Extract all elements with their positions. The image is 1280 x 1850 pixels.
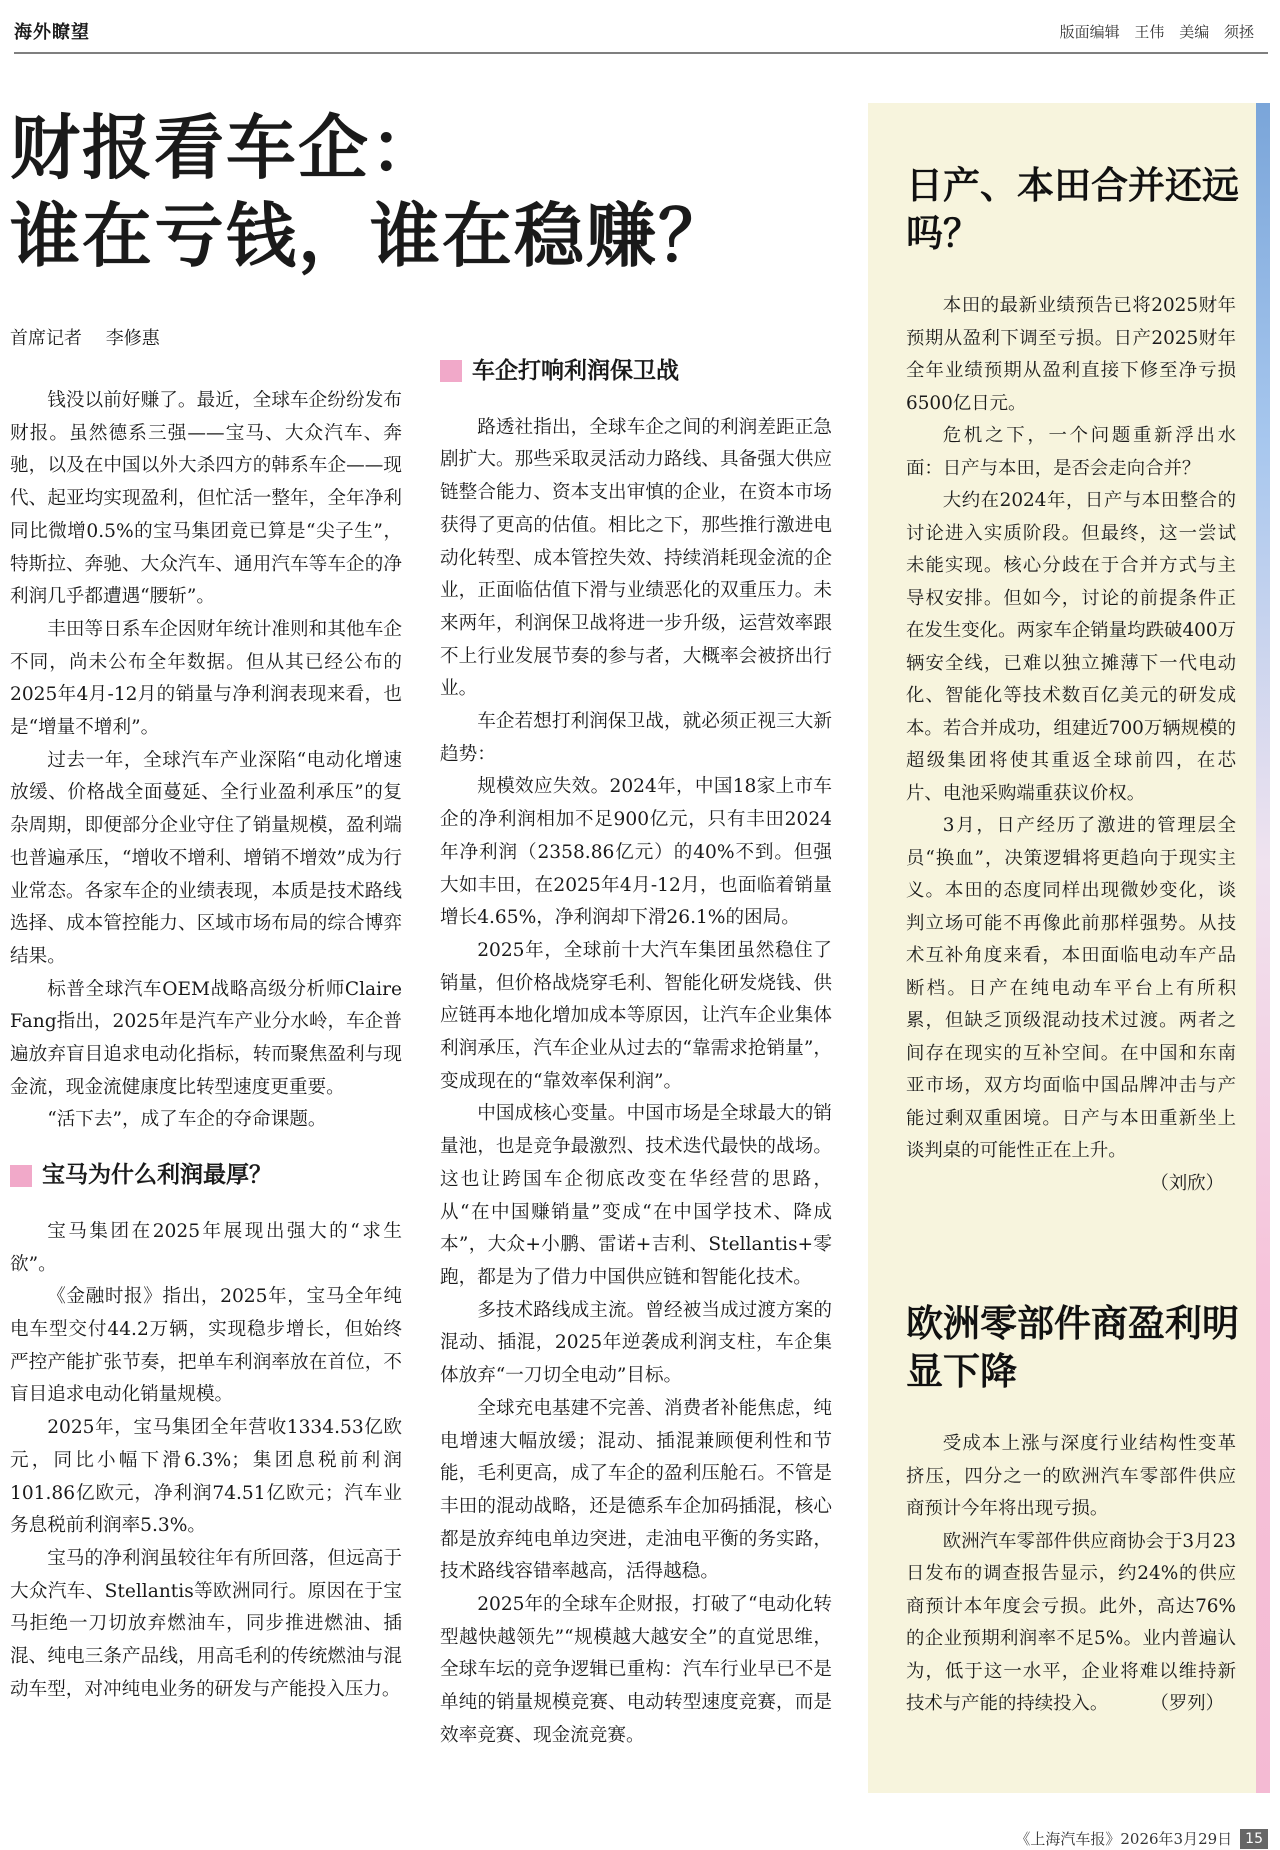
- footer-source: 《上海汽车报》2026年3月29日: [1015, 1830, 1233, 1848]
- page-number: 15: [1240, 1829, 1268, 1849]
- page-footer: [1015, 1828, 1268, 1849]
- subheading-text: 宝马为什么利润最厚？: [42, 1162, 272, 1189]
- paragraph: 2025年，全球前十大汽车集团虽然稳住了销量，但价格战烧穿毛利、智能化研发烧钱、供应链再本地化增加成本等原因，让汽车企业集体利润承压，汽车企业从过去的“靠需求抢销量”，变成现在的“靠效率保利润”。: [440, 939, 832, 1092]
- section-name: 海外瞭望: [14, 22, 90, 43]
- paragraph: 钱没以前好赚了。最近，全球车企纷纷发布财报。虽然德系三强——宝马、大众汽车、奔驰，以及在中国以外大杀四方的韩系车企——现代、起亚均实现盈利，但忙活一整年，全年净利同比微增0.5%的宝马集团竟已算是“尖子生”，特斯拉、奔驰、大众汽车、通用汽车等车企的净利润几乎都遭遇“腰斩”。: [10, 390, 402, 608]
- sidebar-1-body: [906, 290, 1236, 1200]
- paragraph: 中国成核心变量。中国市场是全球最大的销量池，也是竞争最激烈、技术迭代最快的战场。这也让跨国车企彻底改变在华经营的思路，从“在中国赚销量”变成“在中国学技术、降成本”，大众+小鹏、雷诺+吉利、Stellantis+零跑，都是为了借力中国供应链和智能化技术。: [440, 1103, 832, 1288]
- credit-name-designer: 须拯: [1223, 23, 1254, 41]
- sidebar-1-author: （刘欣）: [1150, 1172, 1224, 1194]
- page-header: [14, 14, 1268, 54]
- paragraph: “活下去”，成了车企的夺命课题。: [47, 1109, 327, 1131]
- byline-role: 首席记者: [10, 328, 82, 349]
- sidebar-1-title: 日产、本田合并还远吗？: [906, 164, 1239, 255]
- subheading-profit-defense: [440, 355, 832, 388]
- editor-credits: [1050, 21, 1254, 42]
- byline-name: 李修惠: [105, 328, 160, 349]
- paragraph: 多技术路线成主流。曾经被当成过渡方案的混动、插混，2025年逆袭成利润支柱，车企集体放弃“一刀切全电动”目标。: [440, 1299, 832, 1387]
- headline-line-1: 财报看车企：: [10, 107, 442, 189]
- paragraph-text: 欧洲汽车零部件供应商协会于3月23日发布的调查报告显示，约24%的供应商预计本年度会亏损。此外，高达76%的企业预期利润率不足5%。业内普遍认为，低于这一水平，企业将难以维持新技术与产能的持续投入。: [906, 1530, 1236, 1714]
- sidebar-2-title: 欧洲零部件商盈利明显下降: [906, 1302, 1239, 1393]
- sidebar-2-body: [906, 1428, 1236, 1721]
- paragraph: 危机之下，一个问题重新浮出水面：日产与本田，是否会走向合并？: [906, 425, 1236, 479]
- sidebar-gradient-stripe: [1256, 103, 1270, 1793]
- credit-label-designer: 美编: [1179, 23, 1210, 41]
- subheading-text: 车企打响利润保卫战: [472, 358, 679, 384]
- paragraph: 2025年，宝马集团全年营收1334.53亿欧元，同比小幅下滑6.3%；集团息税前利润101.86亿欧元，净利润74.51亿欧元；汽车业务息税前利润率5.3%。: [10, 1417, 402, 1537]
- paragraph: 宝马的净利润虽较往年有所回落，但远高于大众汽车、Stellantis等欧洲同行。原因在于宝马拒绝一刀切放弃燃油车，同步推进燃油、插混、纯电三条产品线，用高毛利的传统燃油与混动车型，对冲纯电业务的研发与产能投入压力。: [10, 1547, 402, 1700]
- credit-label-editor: 版面编辑: [1059, 23, 1120, 41]
- paragraph: 规模效应失效。2024年，中国18家上市车企的净利润相加不足900亿元，只有丰田2024年净利润（2358.86亿元）的40%不到。但强大如丰田，在2025年4月-12月，也面临着销量增长4.65%，净利润却下滑26.1%的困局。: [440, 776, 832, 929]
- article-column-1: [10, 385, 402, 1706]
- paragraph-text: 3月，日产经历了激进的管理层全员“换血”，决策逻辑将更趋向于现实主义。本田的态度同样出现微妙变化，谈判立场可能不再像此前那样强势。从技术互补角度来看，本田面临电动车产品断档。日产在纯电动车平台上有所积累，但缺乏顶级混动技术过渡。两者之间存在现实的互补空间。在中国和东南亚市场，双方均面临中国品牌冲击与产能过剩双重困境。日产与本田重新坐上谈判桌的可能性正在上升。: [906, 815, 1236, 1161]
- paragraph: 丰田等日系车企因财年统计准则和其他车企不同，尚未公布全年数据。但从其已经公布的2025年4月-12月的销量与净利润表现来看，也是“增量不增利”。: [10, 618, 402, 739]
- paragraph: 过去一年，全球汽车产业深陷“电动化增速放缓、价格战全面蔓延、全行业盈利承压”的复杂周期，即便部分企业守住了销量规模，盈利端也普遍承压，“增收不增利、增销不增效”成为行业常态。各家车企的业绩表现，本质是技术路线选择、成本管控能力、区域市场布局的综合博弈结果。: [10, 749, 402, 967]
- pink-square-icon: [440, 360, 462, 382]
- subheading-bmw: [10, 1159, 402, 1192]
- paragraph: 宝马集团在2025年展现出强大的“求生欲”。: [10, 1220, 402, 1275]
- byline: [10, 324, 178, 350]
- headline-line-2: 谁在亏钱，谁在稳赚？: [10, 195, 730, 277]
- paragraph: 车企若想打利润保卫战，就必须正视三大新趋势：: [440, 711, 832, 765]
- paragraph: [906, 1526, 1236, 1721]
- main-headline: [10, 104, 870, 280]
- paragraph: 本田的最新业绩预告已将2025财年预期从盈利下调至亏损。日产2025财年全年业绩预期从盈利直接下修至净亏损6500亿日元。: [906, 295, 1236, 414]
- credit-name-editor: 王伟: [1134, 23, 1165, 41]
- sidebar-2-author: （罗列）: [1150, 1693, 1224, 1714]
- paragraph: 《金融时报》指出，2025年，宝马全年纯电车型交付44.2万辆，实现稳步增长，但始终严控产能扩张节奏，把单车利润率放在首位，不盲目追求电动化销量规模。: [10, 1286, 402, 1406]
- paragraph: [906, 810, 1236, 1194]
- paragraph: 全球充电基建不完善、消费者补能焦虑，纯电增速大幅放缓；混动、插混兼顾便利性和节能，毛利更高，成了车企的盈利压舱石。不管是丰田的混动战略，还是德系车企加码插混，核心都是放弃纯电单边突进，走油电平衡的务实路，技术路线容错率越高，活得越稳。: [440, 1397, 832, 1583]
- paragraph: 标普全球汽车OEM战略高级分析师Claire Fang指出，2025年是汽车产业分水岭，车企普遍放弃盲目追求电动化指标，转而聚焦盈利与现金流，现金流健康度比转型速度更重要。: [10, 978, 402, 1098]
- paragraph: 大约在2024年，日产与本田整合的讨论进入实质阶段。但最终，这一尝试未能实现。核心分歧在于合并方式与主导权安排。但如今，讨论的前提条件正在发生变化。两家车企销量均跌破400万辆安全线，已难以独立摊薄下一代电动化、智能化等技术数百亿美元的研发成本。若合并成功，组建近700万辆规模的超级集团将使其重返全球前四，在芯片、电池采购端重获议价权。: [906, 490, 1236, 804]
- paragraph: 路透社指出，全球车企之间的利润差距正急剧扩大。那些采取灵活动力路线、具备强大供应链整合能力、资本支出审慎的企业，在资本市场获得了更高的估值。相比之下，那些推行激进电动化转型、成本管控失效、持续消耗现金流的企业，正面临估值下滑与业绩恶化的双重压力。未来两年，利润保卫战将进一步升级，运营效率跟不上行业发展节奏的参与者，大概率会被挤出行业。: [440, 416, 832, 700]
- paragraph: 受成本上涨与深度行业结构性变革挤压，四分之一的欧洲汽车零部件供应商预计今年将出现亏损。: [906, 1433, 1236, 1519]
- article-column-2: [440, 355, 832, 1753]
- pink-square-icon: [10, 1165, 32, 1187]
- paragraph: 2025年的全球车企财报，打破了“电动化转型越快越领先”“规模越大越安全”的直觉思维，全球车坛的竞争逻辑已重构：汽车行业早已不是单纯的销量规模竞赛、电动转型速度竞赛，而是效率竞赛、现金流竞赛。: [440, 1594, 832, 1746]
